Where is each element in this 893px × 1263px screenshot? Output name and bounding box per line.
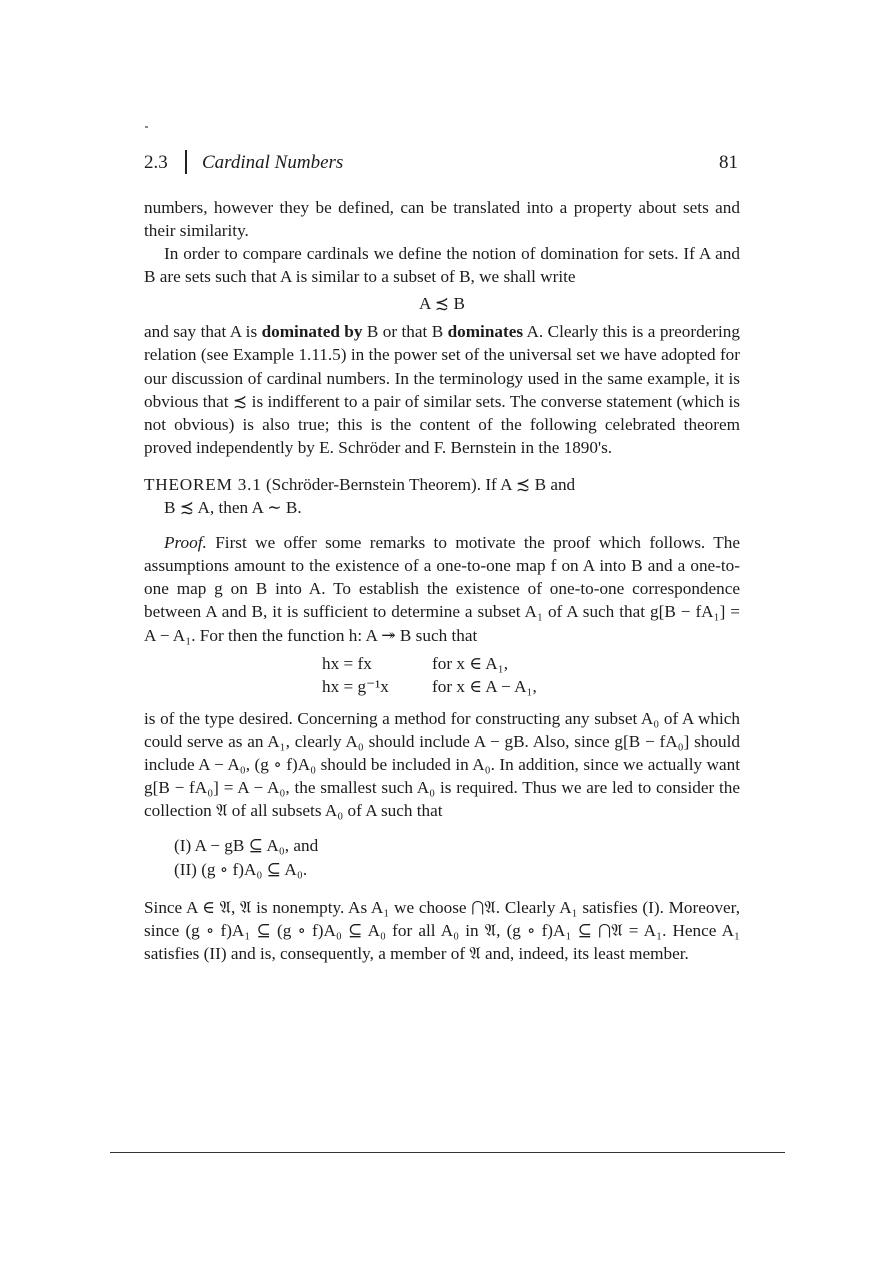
definition-case-2 (322, 675, 740, 699)
condition-II: (II) (g ∘ f)A₀ ⊆ A₀. (174, 860, 308, 880)
case-1-formula: hx = fx (322, 653, 372, 673)
theorem-statement-line1: If A ≾ B and (485, 474, 576, 494)
definition-text-post: A. Clearly this is a preordering relation (see Example 1.11.5) in the power set of the universal set we have adopted for our discussion of cardinal numbers. In the terminology used in the same example, it is obvious that ≾ is indifferent to a pair of similar sets. The converse statement (which is not obvious) is also true; this is the content of the following celebrated theorem proved independently by E. Schröder and F. Bernstein in the 1890's. (144, 322, 740, 457)
chapter-title: Cardinal Numbers (202, 152, 344, 173)
theorem-name: (Schröder-Bernstein Theorem). (265, 474, 482, 494)
theorem-label: THEOREM 3.1 (144, 474, 262, 494)
paragraph-definition (144, 320, 740, 459)
definition-case-1 (322, 652, 740, 676)
case-1-domain: for x ∈ A₁, (432, 653, 509, 673)
function-definition (322, 652, 740, 699)
term-dominated-by: dominated by (261, 322, 363, 342)
proof-text-1: First we offer some remarks to motivate the proof which follows. The assumptions amount to the existence of a one-to-one map f on A into B and a one-to-one map g on B into A. To establish the existence of one-to-one correspondence between A and B, it is sufficient to determine a subset A₁ of A such that g[B − fA₁] = A − A₁. For then the function h: A ↠ B such that (144, 533, 741, 645)
scan-speck (145, 126, 148, 128)
display-relation: A ≾ B (419, 294, 465, 314)
theorem-statement-cont: B ≾ A, then A ∼ B. (164, 498, 302, 518)
bottom-rule (110, 1152, 785, 1153)
condition-I: (I) A − gB ⊆ A₀, and (174, 836, 319, 856)
section-number: 2.3 (144, 152, 168, 173)
header-divider (185, 150, 187, 174)
paragraph-continuation: numbers, however they be defined, can be translated into a property about sets and their similarity. (144, 198, 740, 241)
case-2-domain: for x ∈ A − A₁, (432, 677, 537, 697)
case-2-formula: hx = g⁻¹x (322, 677, 389, 697)
definition-text-mid: B or that B (362, 322, 448, 342)
proof-label: Proof. (164, 533, 207, 553)
page-number: 81 (719, 152, 738, 173)
running-header (144, 150, 740, 178)
proof-paragraph-2: is of the type desired. Concerning a method for constructing any subset A₀ of A which could serve as an A₁, clearly A₀ should include A − gB. Also, since g[B − fA₀] should include A − A₀, (g ∘ f)A₀ should be included in A₀. In addition, since we actually want g[B − fA₀] = A − A₀, the smallest such A₀ is required. Thus we are led to consider the collection 𝔄 of all subsets A₀ of A such that (144, 708, 740, 820)
paragraph-domination: In order to compare cardinals we define the notion of domination for sets. If A and B are sets such that A is similar to a subset of B, we shall write (144, 244, 740, 287)
condition-list (174, 834, 740, 882)
definition-text-pre: and say that A is (144, 322, 262, 342)
proof-paragraph-1 (144, 531, 740, 646)
term-dominates: dominates (447, 322, 524, 342)
theorem-statement (144, 473, 740, 496)
page-body (144, 196, 740, 965)
proof-paragraph-3: Since A ∈ 𝔄, 𝔄 is nonempty. As A₁ we choose ⋂𝔄. Clearly A₁ satisfies (I). Moreover, since (g ∘ f)A₁ ⊆ (g ∘ f)A₀ ⊆ A₀ for all A₀ in 𝔄, (g ∘ f)A₁ ⊆ ⋂𝔄 = A₁. Hence A₁ satisfies (II) and is, consequently, a member of 𝔄 and, indeed, its least member. (144, 898, 740, 964)
